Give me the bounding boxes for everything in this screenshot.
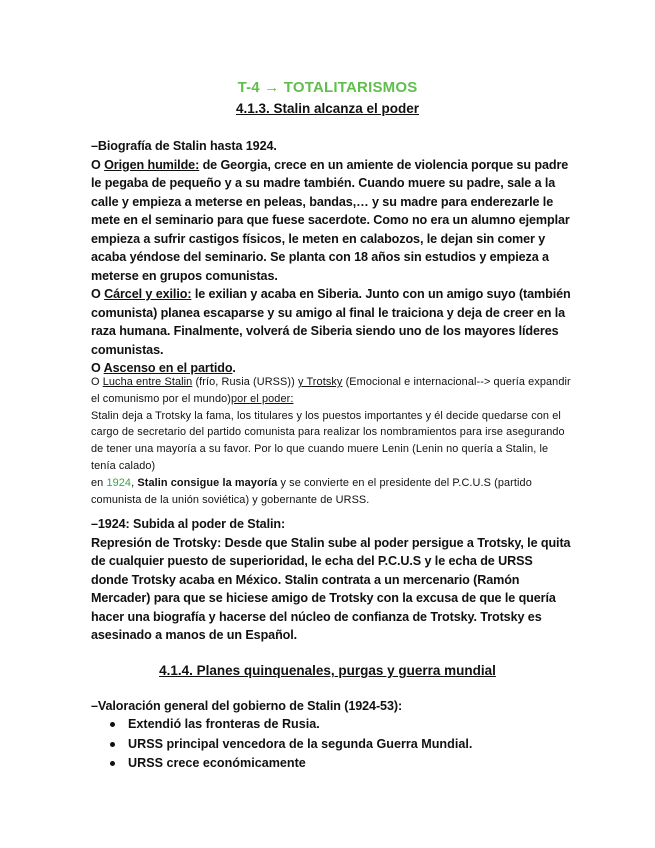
bullet-marker: O bbox=[91, 287, 101, 301]
section-heading-4-1-4: 4.1.4. Planes quinquenales, purgas y guerra mundial bbox=[159, 663, 496, 678]
bullet-marker: O bbox=[91, 157, 101, 172]
section-heading-4-1-3: 4.1.3. Stalin alcanza el poder bbox=[235, 101, 420, 116]
carcel-label: Cárcel y exilio: bbox=[104, 287, 192, 301]
bio-heading: –Biografía de Stalin hasta 1924. bbox=[91, 139, 277, 153]
lucha-rest: y se convierte en el presidente del P.C.U.S (partido comunista de la unión soviética) y gobernante de URSS. bbox=[91, 476, 532, 506]
en-text: en bbox=[91, 476, 107, 489]
list-item: Extendió las fronteras de Rusia. bbox=[110, 715, 472, 735]
ascenso-label: Ascenso en el partido bbox=[103, 361, 233, 375]
lucha-label-poder: por el poder: bbox=[231, 392, 294, 405]
year-1924: 1924 bbox=[106, 476, 132, 489]
valoracion-block bbox=[91, 697, 571, 716]
represion-text: Desde que Stalin sube al poder persigue a Trotsky, le quita de cualquier puesto de superioridad, le echa del P.C.U.S y le echa de URSS donde Trotsky acaba en México. Stalin contrata a un mercenario (Ramón Mercader) para que se hiciese amigo de Trotsky con la excusa de que le quería hacer una biografía y hacerse del núcleo de confianza de Trotsky. Trotsky es asesinado a manos de un Español. bbox=[91, 535, 571, 642]
lucha-block bbox=[91, 374, 573, 508]
origen-paragraph bbox=[91, 156, 571, 286]
valoracion-list bbox=[110, 715, 472, 774]
subida-heading: –1924: Subida al poder de Stalin: bbox=[91, 517, 286, 531]
carcel-text: le exilian y acaba en Siberia. Junto con un amigo suyo (también comunista) planea escaparse y su amigo al final le traiciona y deja de creer en la raza humana. Finalmente, volverá de Siberia siendo uno de los mayores líderes comunistas. bbox=[91, 287, 571, 357]
lucha-body: Stalin deja a Trotsky la fama, los titulares y los puestos importantes y él decide quedarse con el cargo de secretario del partido comunista para realizar los nombramientos para irse asegurando de tener una mayoría a su favor. Por lo que cuando muere Lenin (Lenin no quería a Stalin, le tenía calado) bbox=[91, 409, 565, 472]
origen-label: Origen humilde: bbox=[104, 157, 200, 172]
lucha-text-trotsky: (Emocional e internacional--> quería expandir el comunismo por el mundo) bbox=[91, 376, 571, 405]
lucha-result bbox=[91, 475, 573, 509]
document-title: T-4 → TOTALITARISMOS bbox=[237, 79, 418, 96]
lucha-label-trotsky: y Trotsky bbox=[297, 376, 343, 388]
lucha-text-stalin: (frío, Rusia (URSS)) bbox=[192, 376, 298, 388]
carcel-paragraph bbox=[91, 285, 571, 359]
bullet-marker: O bbox=[91, 361, 101, 375]
represion-label: Represión de Trotsky: bbox=[91, 535, 222, 550]
represion-paragraph bbox=[91, 534, 571, 645]
bullet-marker: O bbox=[91, 376, 100, 388]
subida-block bbox=[91, 515, 571, 645]
list-item: URSS crece económicamente bbox=[110, 754, 472, 774]
ascenso-suffix: . bbox=[232, 361, 236, 375]
comma-text: , bbox=[131, 476, 138, 489]
lucha-label-stalin: Lucha entre Stalin bbox=[102, 376, 193, 388]
mayoria-text: Stalin consigue la mayoría bbox=[137, 476, 278, 489]
lucha-heading-line bbox=[91, 374, 573, 408]
list-item: URSS principal vencedora de la segunda Guerra Mundial. bbox=[110, 735, 472, 755]
origen-text: de Georgia, crece en un amiente de violencia porque su padre le pegaba de pequeño y a su madre también. Cuando muere su padre, sale a la calle y empieza a meterse en peleas, bandas,… y su madre para enderezarle le mete en el seminario para que fuese sacerdote. Como no era un alumno ejemplar empieza a sufrir castigos físicos, le meten en calabozos, le dejan sin comer y acaba yéndose del seminario. Se planta con 18 años sin estudios y empieza a meterse en grupos comunistas. bbox=[91, 157, 570, 283]
valoracion-heading: –Valoración general del gobierno de Stalin (1924-53): bbox=[91, 699, 403, 713]
biografia-block bbox=[91, 137, 571, 378]
